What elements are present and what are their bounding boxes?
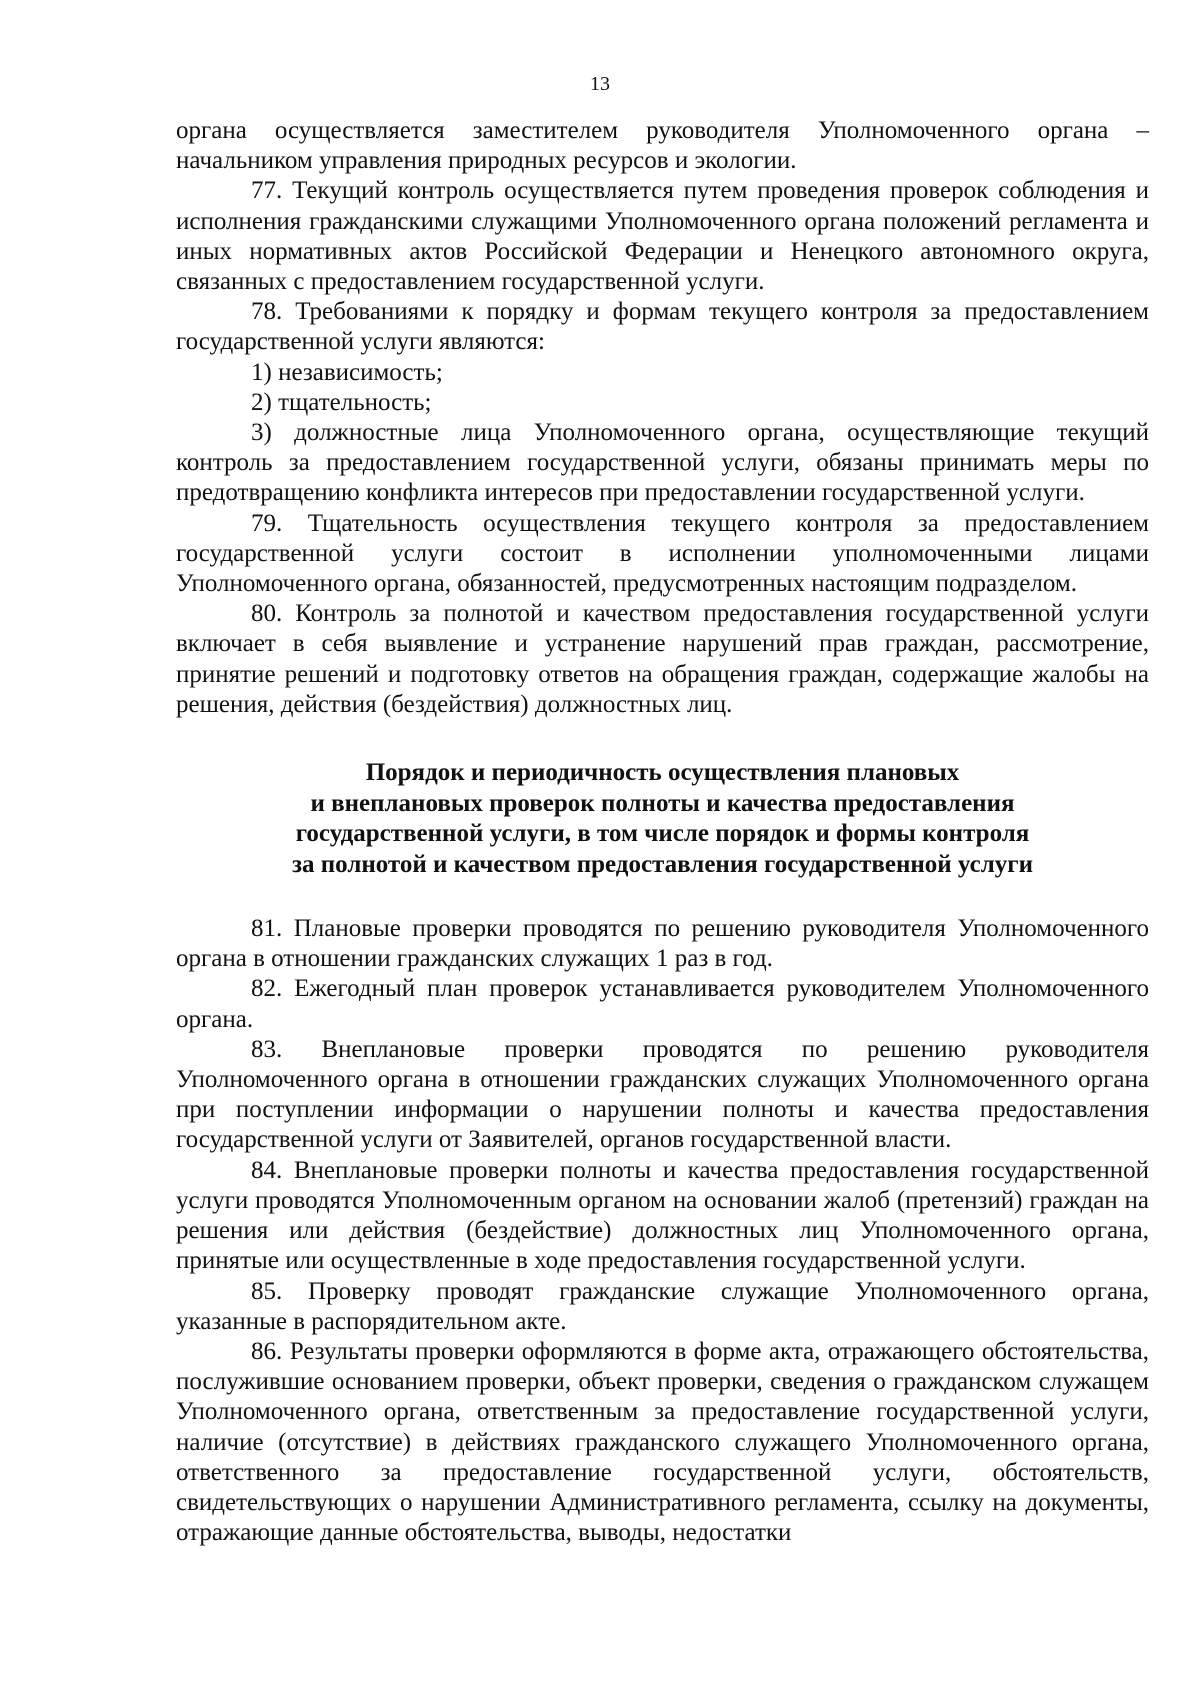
paragraph: 79. Тщательность осуществления текущего контроля за предоставлением государственной услуги состоит в исполнении уполномоченными лицами Уполномоченного органа, обязанностей, предусмотренных настоящим подразделом. [176,509,1149,598]
heading-line: Порядок и периодичность осуществления плановых [365,759,960,787]
document-body [176,116,1149,1548]
paragraph: 1) независимость; [251,358,443,386]
paragraph: 83. Внеплановые проверки проводятся по решению руководителя Уполномоченного органа в отношении гражданских служащих Уполномоченного органа при поступлении информации о нарушении полноты и качества предоставления государственной услуги от Заявителей, органов государственной власти. [176,1035,1149,1154]
page-number: 13 [590,73,610,95]
paragraph: 86. Результаты проверки оформляются в форме акта, отражающего обстоятельства, послужившие основанием проверки, объект проверки, сведения о гражданском служащем Уполномоченного органа, ответственным за предоставление государственной услуги, наличие (отсутствие) в действиях гражданского служащего Уполномоченного органа, ответственного за предоставление государственной услуги, обстоятельств, свидетельствующих о нарушении Административного регламента, ссылку на документы, отражающие данные обстоятельства, выводы, недостатки [176,1337,1149,1547]
heading-line: и внеплановых проверок полноты и качества предоставления [310,789,1015,817]
paragraph: 78. Требованиями к порядку и формам текущего контроля за предоставлением государственной услуги являются: [176,298,1149,356]
section-heading [176,758,1149,880]
paragraph: 81. Плановые проверки проводятся по решению руководителя Уполномоченного органа в отношении гражданских служащих 1 раз в год. [176,915,1149,973]
paragraph: 82. Ежегодный план проверок устанавливается руководителем Уполномоченного органа. [176,975,1149,1033]
heading-line: государственной услуги, в том числе порядок и формы контроля [295,820,1030,848]
paragraph: 2) тщательность; [251,388,432,416]
paragraph: органа осуществляется заместителем руководителя Уполномоченного органа – начальником управления природных ресурсов и экологии. [176,117,1149,175]
heading-line: за полнотой и качеством предоставления государственной услуги [291,850,1034,878]
paragraph: 85. Проверку проводят гражданские служащие Уполномоченного органа, указанные в распорядительном акте. [176,1277,1149,1335]
paragraph: 77. Текущий контроль осуществляется путем проведения проверок соблюдения и исполнения гражданскими служащими Уполномоченного органа положений регламента и иных нормативных актов Российской Федерации и Ненецкого автономного округа, связанных с предоставлением государственной услуги. [176,177,1149,296]
paragraph: 3) должностные лица Уполномоченного органа, осуществляющие текущий контроль за предоставлением государственной услуги, обязаны принимать меры по предотвращению конфликта интересов при предоставлении государственной услуги. [176,419,1149,507]
paragraph: 84. Внеплановые проверки полноты и качества предоставления государственной услуги проводятся Уполномоченным органом на основании жалоб (претензий) граждан на решения или действия (бездействие) должностных лиц Уполномоченного органа, принятые или осуществленные в ходе предоставления государственной услуги. [176,1156,1149,1275]
paragraphs-after-heading [176,914,1149,1548]
paragraph: 80. Контроль за полнотой и качеством предоставления государственной услуги включает в себя выявление и устранение нарушений прав граждан, рассмотрение, принятие решений и подготовку ответов на обращения граждан, содержащие жалобы на решения, действия (бездействия) должностных лиц. [176,600,1149,718]
paragraphs-before-heading [176,116,1149,720]
